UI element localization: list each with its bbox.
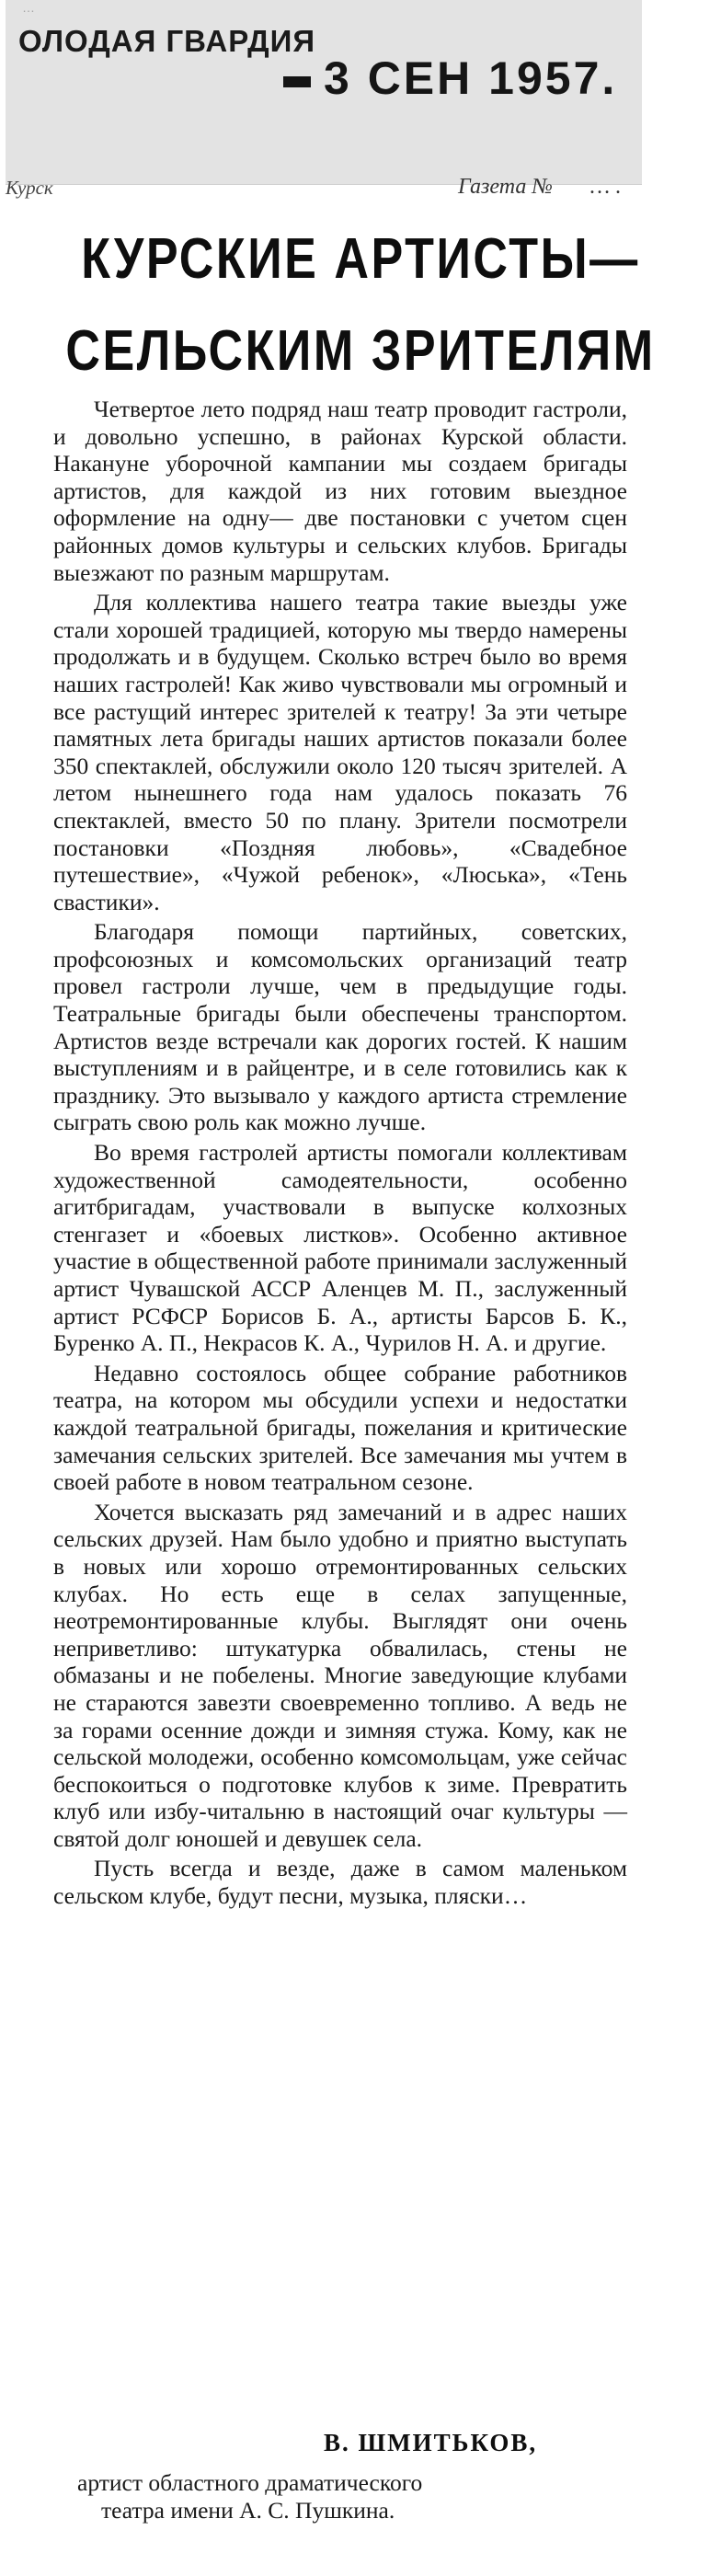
headline-line-2: СЕЛЬСКИМ ЗРИТЕЛЯМ <box>65 319 656 383</box>
city-label: Курск <box>6 177 53 199</box>
article-body <box>53 396 627 1913</box>
stamp-dash <box>283 76 311 87</box>
paragraph: Хочется высказать ряд замечаний и в адрес наших сельских друзей. Нам было удобно и приятно выступать в новых или хорошо отремонтированных сельских клубах. Но есть еще в селах запущенные, неотремонтированные клубы. Выглядят они очень неприветливо: штукатурка обвалилась, стены не обмазаны и не побелены. Многие заведующие клубами не стараются завезти своевременно топливо. А ведь не за горами осенние дожди и зимняя стужа. Кому, как не сельской молодежи, особенно комсомольцам, уже сейчас беспокоиться о подготовке клубов к зиме. Превратить клуб или избу-читальню в настоящий очаг культуры — святой долг юношей и девушек села. <box>53 1498 627 1852</box>
gazeta-number-dots: …. <box>589 175 625 199</box>
headline <box>58 213 664 397</box>
date-stamp <box>283 52 617 105</box>
author-credit <box>77 2469 627 2524</box>
headline-line-1: КУРСКИЕ АРТИСТЫ— <box>81 227 640 291</box>
paragraph: Недавно состоялось общее собрание работников театра, на котором мы обсудили успехи и недостатки каждой театральной бригады, пожелания и критические замечания сельских зрителей. Все замечания мы учтем в своей работе в новом театральном сезоне. <box>53 1359 627 1496</box>
credit-line-1: артист областного драматического <box>77 2469 423 2496</box>
credit-line-2: театра имени А. С. Пушкина. <box>101 2497 395 2524</box>
paragraph: Во время гастролей артисты помогали коллективам художественной самодеятельности, особенно агитбригадам, участвовали в выпуске колхозных стенгазет и «боевых листков». Особенно активное участие в общественной работе принимали заслуженный артист Чувашской АССР Аленцев М. П., заслуженный артист РСФСР Борисов Б. А., артисты Барсов Б. К., Буренко А. П., Некрасов К. А., Чурилов Н. А. и другие. <box>53 1139 627 1357</box>
clipping-header-slip <box>6 0 642 185</box>
top-fragment: … <box>22 0 36 15</box>
paragraph: Четвертое лето подряд наш театр проводит гастроли, и довольно успешно, в районах Курской области. Накануне уборочной кампании мы создаем бригады артистов, для каждой из них готовим выездное оформление на одну— две постановки с учетом сцен районных домов культуры и сельских клубов. Бригады выезжают по разным маршрутам. <box>53 396 627 586</box>
author-signature: В. ШМИТЬКОВ, <box>324 2429 538 2456</box>
paragraph: Пусть всегда и везде, даже в самом маленьком сельском клубе, будут песни, музыка, пляски… <box>53 1855 627 1910</box>
newspaper-name: ОЛОДАЯ ГВАРДИЯ <box>18 24 316 58</box>
paragraph: Для коллектива нашего театра такие выезды уже стали хорошей традицией, которую мы твердо намерены продолжать и в будущем. Сколько встреч было во время наших гастролей! Как живо чувствовали мы огромный и все растущий интерес зрителей к театру! За эти четыре памятных лета бригады наших артистов показали более 350 спектаклей, обслужили около 120 тысяч зрителей. А летом нынешнего года нам удалось показать 76 спектаклей, вместо 50 по плану. Зрители посмотрели постановки «Поздняя любовь», «Свадебное путешествие», «Чужой ребенок», «Люська», «Тень свастики». <box>53 589 627 915</box>
paragraph: Благодаря помощи партийных, советских, профсоюзных и комсомольских организаций театр провел гастроли лучше, чем в предыдущие годы. Театральные бригады были обеспечены транспортом. Артистов везде встречали как дорогих гостей. К нашим выступлениям и в райцентре, и в селе готовились как к празднику. Это вызывало у каждого артиста стремление сыграть свою роль как можно лучше. <box>53 918 627 1136</box>
date-stamp-text: 3 СЕН 1957. <box>324 52 618 104</box>
gazeta-number-label: Газета № <box>458 175 554 199</box>
